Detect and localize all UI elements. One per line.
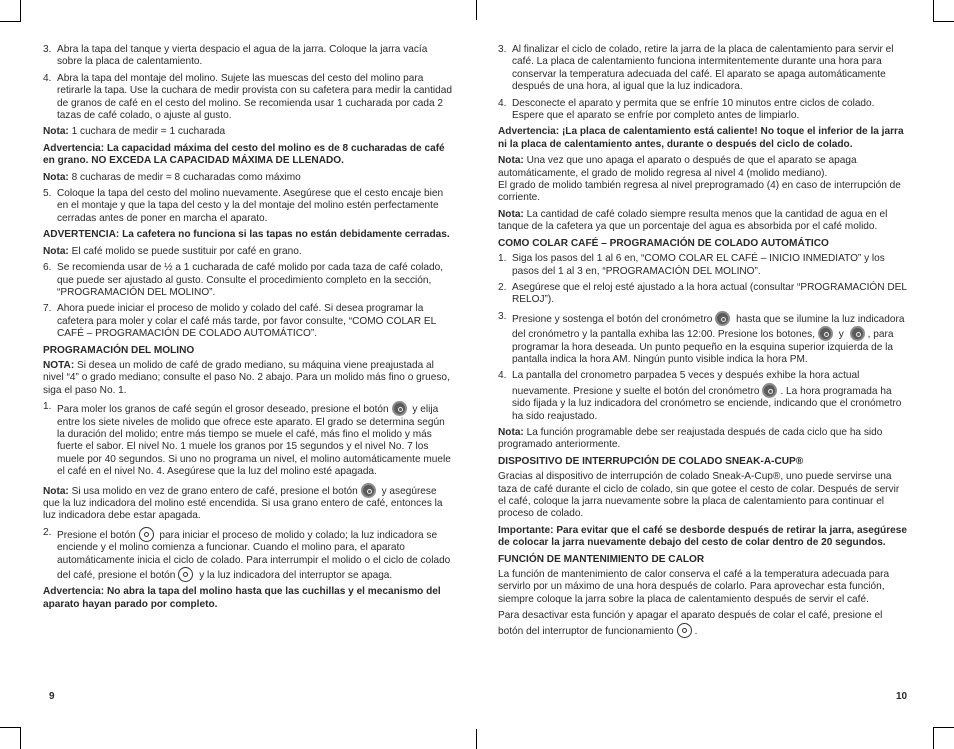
warning: Advertencia: ¡La placa de calentamiento está caliente! No toque el inferior de la jarra ni la placa de calentamiento antes, durante o después del ciclo de colado.: [498, 126, 904, 150]
crop-mark: [20, 0, 21, 22]
section-heading: COMO COLAR CAFÉ – PROGRAMACIÓN DE COLADO AUTOMÁTICO: [498, 237, 829, 249]
list-item: 5. Coloque la tapa del cesto del molino nuevamente. Asegúrese que el cesto encaje bien en el montaje y que la tapa del cesto y la del montaje del molino estén perfectamente cerradas antes de poner en marcha el aparato.: [43, 188, 444, 224]
paragraph: Gracias al dispositivo de interrupción de colado Sneak-A-Cup®, uno puede servirse una taza de café durante el ciclo de colado, sin que gotee el cesto de colar. Después de servir el café, coloque la jarra nuevamente sobre la placa de calentamiento para continuar el proceso de colado.: [498, 471, 900, 520]
list-item: 4. Desconecte el aparato y permita que se enfríe 10 minutos entre ciclos de colado. Espere que el aparato se enfríe por completo antes de limpiarlo.: [498, 97, 875, 122]
note: Nota: 8 cucharas de medir = 8 cucharadas como máximo: [43, 171, 301, 183]
note: Nota: Si usa molido en vez de grano entero de café, presione el botón y asegúrese que la luz indicadora del molino esté encendida. Si usa grano entero de café, entonces la luz indicadora debe estar apagada.: [43, 483, 453, 523]
timer-button-icon: [715, 311, 730, 326]
list-item: 1. Siga los pasos del 1 al 6 en, “COMO COLAR EL CAFÉ – INICIO INMEDIATO” y los pasos del 1 al 3 en, “PROGRAMACIÓN DEL MOLINO”.: [498, 253, 885, 277]
crop-mark: [0, 21, 20, 22]
hour-button-icon: [818, 326, 833, 341]
crop-mark: [476, 729, 477, 749]
page-number-right: 10: [896, 691, 908, 702]
left-column: [43, 44, 453, 615]
power-button-icon: [178, 567, 193, 582]
power-button-icon: [139, 527, 154, 542]
crop-mark: [0, 727, 20, 728]
list-item: 6. Se recomienda usar de ½ a 1 cucharada de café molido por cada taza de café colado, que puede ser ajustado al gusto. Consulte el procedimiento completo en la sección, “PROGRAMACIÓN DEL MOLINO”.: [43, 262, 444, 298]
crop-mark: [934, 727, 954, 728]
page-number-left: 9: [49, 691, 55, 702]
note: Nota: La cantidad de café colado siempre resulta menos que la cantidad de agua en el tanque de la cafetera ya que un porcentaje del agua es absorbida por el café molido.: [498, 208, 888, 233]
list-item: 1. Para moler los granos de café según el grosor deseado, presione el botón y elija entre los siete niveles de molido que ofrece este aparato. El grado se determina según la duración del molido; entre más tiempo se muele el café, más fino el molido y más fuerte el sabor. El nivel No. 1 muele los granos por 15 segundos y el nivel No. 7 los muele por 40 segundos. Si uno no programa un nivel, el molino automáticamente muele el café en el nivel No. 4. Asegúrese que la luz del molino esté apagada.: [43, 401, 451, 478]
section-heading: FUNCIÓN DE MANTENIMIENTO DE CALOR: [498, 553, 705, 565]
crop-mark: [20, 727, 21, 749]
note: Nota: La función programable debe ser reajustada después de cada ciclo que ha sido programado anteriormente.: [498, 426, 883, 451]
crop-mark: [934, 21, 954, 22]
crop-mark: [476, 0, 477, 20]
section-heading: PROGRAMACIÓN DEL MOLINO: [43, 344, 195, 356]
grind-button-icon: [392, 401, 407, 416]
note: NOTA: Si desea un molido de café de grado mediano, su máquina viene preajustada al nivel “4” o grado mediano; consulte el paso No. 2 abajo. Para un molido más fino o grueso, siga el paso No. 1.: [43, 359, 450, 396]
list-item: 2. Presione el botón para iniciar el proceso de molido y colado; la luz indicadora se enciende y el molino comienza a funcionar. Cuando el molino para, el aparato automáticamente inicia el ciclo de colado. Para interrumpir el molido o el ciclo de colado del café, presione el botón y la luz indicadora del interruptor se apaga.: [43, 526, 451, 582]
list-item: 3. Abra la tapa del tanque y vierta despacio el agua de la jarra. Coloque la jarra vacía sobre la placa de calentamiento.: [43, 44, 428, 68]
crop-mark: [933, 0, 934, 22]
power-button-icon: [677, 623, 692, 638]
warning: Advertencia: No abra la tapa del molino hasta que las cuchillas y el mecanismo del aparato hayan parado por completo.: [43, 586, 441, 610]
list-item: 3. Al finalizar el ciclo de colado, retire la jarra de la placa de calentamiento para servir el café. La placa de calentamiento funciona intermitentemente durante una hora para conservar la temperatura adecuada del café. El aparato se apaga automáticamente después de una hora, al igual que la luz indicadora.: [498, 44, 894, 93]
right-column: [498, 44, 908, 642]
important-note: Importante: Para evitar que el café se desborde después de retirar la jarra, asegúrese de colocar la jarra nuevamente debajo del cesto de colar dentro de 20 segundos.: [498, 524, 907, 549]
timer-button-icon: [762, 383, 777, 398]
minute-button-icon: [850, 326, 865, 341]
paragraph: Para desactivar esta función y apagar el aparato después de colar el café, presione el botón del interruptor de funcionamiento .: [498, 610, 883, 637]
warning: ADVERTENCIA: La cafetera no funciona si las tapas no están debidamente cerradas.: [43, 229, 450, 241]
section-heading: DISPOSITIVO DE INTERRUPCIÓN DE COLADO SNEAK-A-CUP®: [498, 455, 804, 467]
note: Nota: 1 cuchara de medir = 1 cucharada: [43, 126, 226, 138]
list-item: 2. Asegúrese que el reloj esté ajustado a la hora actual (consultar “PROGRAMACIÓN DEL RELOJ”).: [498, 281, 907, 306]
list-item: 3. Presione y sostenga el botón del cronómetro hasta que se ilumine la luz indicadora del cronómetro y la pantalla exhiba las 12:00. Presione los botones, y , para programar la hora deseada. Un punto pequeño en la esquina superior izquierda de la pantalla indica la hora AM. Ningún punto visible indica la hora PM.: [498, 310, 905, 365]
warning: Advertencia: La capacidad máxima del cesto del molino es de 8 cucharadas de café en grano. NO EXCEDA LA CAPACIDAD MÁXIMA DE LLENADO.: [43, 142, 445, 167]
list-item: 4. Abra la tapa del montaje del molino. Sujete las muescas del cesto del molino para retirarle la tapa. Use la cuchara de medir provista con su cafetera para medir la cantidad de granos de café en el cesto del molino. Se recomienda usar 1 cucharada por cada 2 tazas de café colado, o ajuste al gusto.: [43, 72, 452, 122]
paragraph: La función de mantenimiento de calor conserva el café a la temperatura adecuada para servirlo por un máximo de una hora después de colarlo. Para aprovechar esta función, siempre coloque la jarra sobre la placa de calentamiento después de servir el café.: [498, 569, 890, 605]
grind-off-button-icon: [361, 483, 376, 498]
list-item: 4. La pantalla del cronometro parpadea 5 veces y después exhibe la hora actual nuevamente. Presione y suelte el botón del cronómetro . La hora programada ha sido fijada y la luz indicadora del cronómetro se enciende, indicando que el cronómetro ha sido reajustado.: [498, 370, 902, 422]
list-item: 7. Ahora puede iniciar el proceso de molido y colado del café. Si desea programar la cafetera para moler y colar el café más tarde, por favor consulte, “COMO COLAR EL CAFÉ – PROGRAMACIÓN DE COLADO AUTOMÁTICO”.: [43, 303, 436, 340]
note: Nota: El café molido se puede sustituir por café en grano.: [43, 245, 302, 257]
note: Nota: Una vez que uno apaga el aparato o después de que el aparato se apaga automáticamente, el grado de molido regresa al nivel 4 (molido mediano). El grado de molido también regresa al nivel preprogramado (4) en caso de interrupción de corriente.: [498, 155, 901, 204]
crop-mark: [933, 727, 934, 749]
